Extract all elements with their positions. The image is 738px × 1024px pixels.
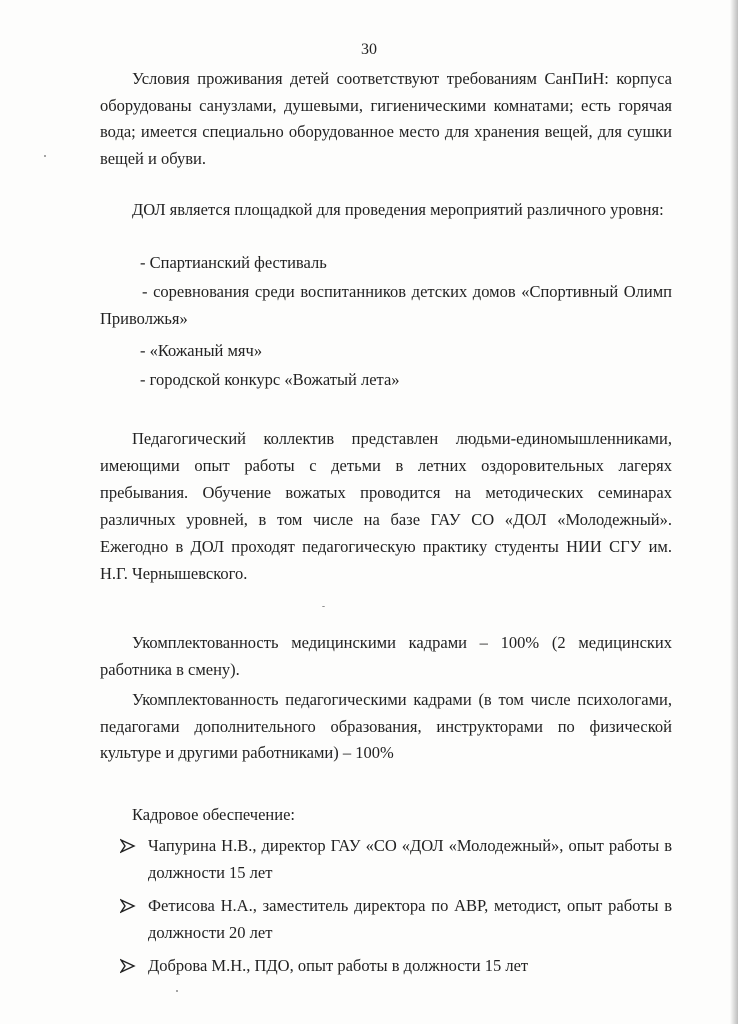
staff-item xyxy=(120,893,672,946)
paragraph-medical-staffing: Укомплектованность медицинскими кадрами – 100% (2 медицинских работника в смену). xyxy=(100,633,672,679)
scan-speck xyxy=(176,990,178,992)
arrowhead-bullet-icon xyxy=(120,833,136,859)
scan-speck xyxy=(44,155,46,157)
arrowhead-bullet-icon xyxy=(120,893,136,919)
event-item-counselor-contest: - городской конкурс «Вожатый лета» xyxy=(140,370,400,389)
paragraph-pedagogical-staffing: Укомплектованность педагогическими кадрами (в том числе психологами, педагогами дополнительного образования, инструкторами по физической культуре и другими работниками) – 100% xyxy=(100,690,672,762)
arrowhead-bullet-icon xyxy=(120,953,136,979)
paragraph-events-intro: ДОЛ является площадкой для проведения мероприятий различного уровня: xyxy=(132,200,664,219)
staff-item-text: Фетисова Н.А., заместитель директора по АВР, методист, опыт работы в должности 20 лет xyxy=(148,896,672,942)
scan-speck xyxy=(322,606,325,607)
staff-item-text: Доброва М.Н., ПДО, опыт работы в должности 15 лет xyxy=(148,956,529,975)
staff-item xyxy=(120,953,672,980)
paragraph-pedagogical-staff: Педагогический коллектив представлен людьми-единомышленниками, имеющими опыт работы с детьми в летних оздоровительных лагерях пребывания. Обучение вожатых проводится на методических семинарах различных уровней, в том числе на базе ГАУ СО «ДОЛ «Молодежный». Ежегодно в ДОЛ проходят педагогическую практику студенты НИИ СГУ им. Н.Г. Чернышевского. xyxy=(100,429,672,583)
event-item-spartian-festival: - Спартианский фестиваль xyxy=(140,253,327,272)
page-edge-shadow xyxy=(730,0,738,1024)
staff-item xyxy=(120,833,672,886)
paragraph-living-conditions: Условия проживания детей соответствуют требованиям СанПиН: корпуса оборудованы санузлами, душевыми, гигиеническими комнатами; есть горячая вода; имеется специально оборудованное место для хранения вещей, для сушки вещей и обуви. xyxy=(100,69,672,168)
staff-item-text: Чапурина Н.В., директор ГАУ «СО «ДОЛ «Молодежный», опыт работы в должности 15 лет xyxy=(148,836,672,882)
event-item-orphanage-competition: - соревнования среди воспитанников детских домов «Спортивный Олимп Приволжья» xyxy=(100,282,672,328)
staffing-heading: Кадровое обеспечение: xyxy=(132,805,296,824)
page-number: 30 xyxy=(361,41,377,58)
event-item-leather-ball: - «Кожаный мяч» xyxy=(140,341,263,360)
